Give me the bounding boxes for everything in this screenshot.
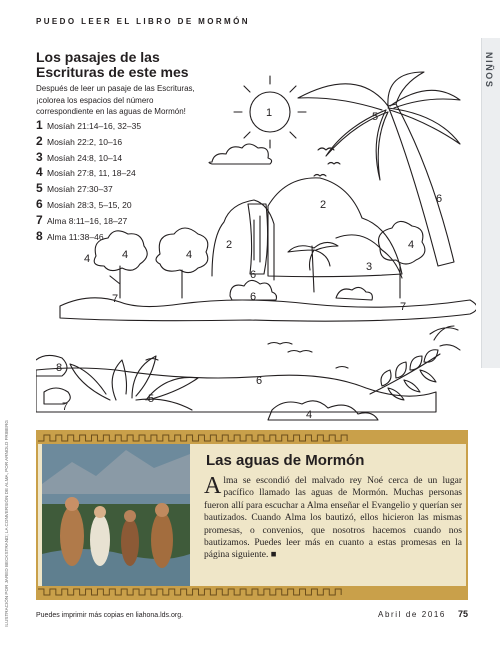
fern-bottom [70, 356, 198, 410]
scripture-number: 5 [36, 181, 43, 196]
color-label: 4 [408, 239, 415, 251]
color-label: 1 [266, 107, 273, 119]
scripture-number: 3 [36, 149, 43, 164]
vines-right [430, 326, 460, 350]
birds [314, 148, 340, 176]
near-shore [36, 368, 436, 412]
scripture-number: 6 [36, 196, 43, 211]
tree-left [94, 231, 147, 298]
illustration-credit: ILUSTRACIÓN POR JARED BECKSTRAND; LA CONVERSIÓN DE ALMA, POR ARNOLD FRIBERG [4, 420, 9, 627]
cloud [209, 144, 272, 164]
footer-note: Puedes imprimir más copias en liahona.lds.org. [36, 612, 184, 619]
page-number: 75 [457, 609, 468, 619]
story-body-text: lma se escondió del malvado rey Noé cerca de un lugar pacífico llamado las aguas de Mormón. Muchas personas fueron allí para escuchar a Alma enseñar el Evangelio y querían ser bautizados. Cuando Alma los bautizó, ellos hicieron las mismas promesas, o convenios, que nosotros hacemos cuando nos bautizamos. Puedes leer más en cuanto a estas promesas en la página siguiente. ■ [204, 476, 462, 561]
color-label: 4 [122, 249, 129, 261]
mountain-right [268, 178, 402, 277]
color-label: 5 [148, 393, 155, 405]
tree-right [379, 221, 425, 298]
color-label: 7 [62, 401, 69, 413]
water-ripples [146, 343, 348, 369]
story-panel [36, 430, 468, 600]
color-label: 2 [320, 199, 327, 211]
small-palm [288, 242, 338, 292]
footer-issue [378, 609, 468, 619]
scripture-reference: Alma 11:38–46 [47, 231, 104, 242]
scripture-number: 4 [36, 165, 43, 180]
page-header: PUEDO LEER EL LIBRO DE MORMÓN [36, 17, 250, 26]
color-label: 6 [256, 375, 263, 387]
color-label: 3 [366, 261, 373, 273]
coloring-scene-drawing [36, 70, 476, 430]
color-label: 4 [84, 253, 91, 265]
color-label: 4 [186, 249, 193, 261]
scripture-reference: Mosíah 24:8, 10–14 [47, 152, 123, 163]
scripture-number: 2 [36, 133, 43, 148]
scripture-reference: Mosíah 28:3, 5–15, 20 [47, 199, 132, 210]
bottom-border-pattern [38, 586, 466, 598]
rocks-left [36, 355, 70, 404]
section-tab [481, 38, 500, 368]
color-label: 6 [250, 269, 257, 281]
story-title: Las aguas de Mormón [206, 452, 365, 469]
color-label: 7 [112, 293, 119, 305]
color-label: 8 [56, 362, 63, 374]
section-tab-label: NIÑOS [484, 52, 494, 89]
top-border-pattern [38, 432, 466, 444]
scripture-reference: Alma 8:11–16, 18–27 [47, 215, 128, 226]
color-label: 6 [436, 193, 443, 205]
tree-middle [156, 228, 208, 298]
activity-title: Los pasajes de las Escrituras de este mes [36, 49, 189, 80]
story-text-block [204, 448, 462, 562]
scripture-number: 7 [36, 212, 43, 227]
far-shore [60, 298, 476, 321]
color-label: 6 [250, 291, 257, 303]
issue-date: Abril de 2016 [378, 610, 446, 619]
scripture-reference: Mosíah 27:30–37 [47, 184, 113, 195]
scripture-reference: Mosíah 27:8, 11, 18–24 [47, 168, 136, 179]
story-body [204, 475, 462, 562]
color-label: 7 [400, 301, 407, 313]
alma-baptism-painting [42, 444, 190, 586]
color-label: 4 [306, 409, 313, 421]
coloring-scene [36, 70, 476, 430]
scripture-number: 1 [36, 118, 43, 132]
palm-fronds [298, 72, 460, 180]
drop-cap: A [204, 473, 222, 499]
waterfall [248, 204, 268, 274]
color-label: 5 [372, 111, 379, 123]
scripture-number: 8 [36, 228, 43, 243]
activity-instructions: Después de leer un pasaje de las Escrituras, ¡colorea los espacios del número correspondiente en las aguas de Mormón! [36, 84, 195, 117]
rocks-bottom [268, 401, 378, 420]
scripture-reference: Mosíah 21:14–16, 32–35 [47, 121, 142, 131]
color-label: 2 [226, 239, 233, 251]
scripture-reference: Mosíah 22:2, 10–16 [47, 136, 123, 147]
